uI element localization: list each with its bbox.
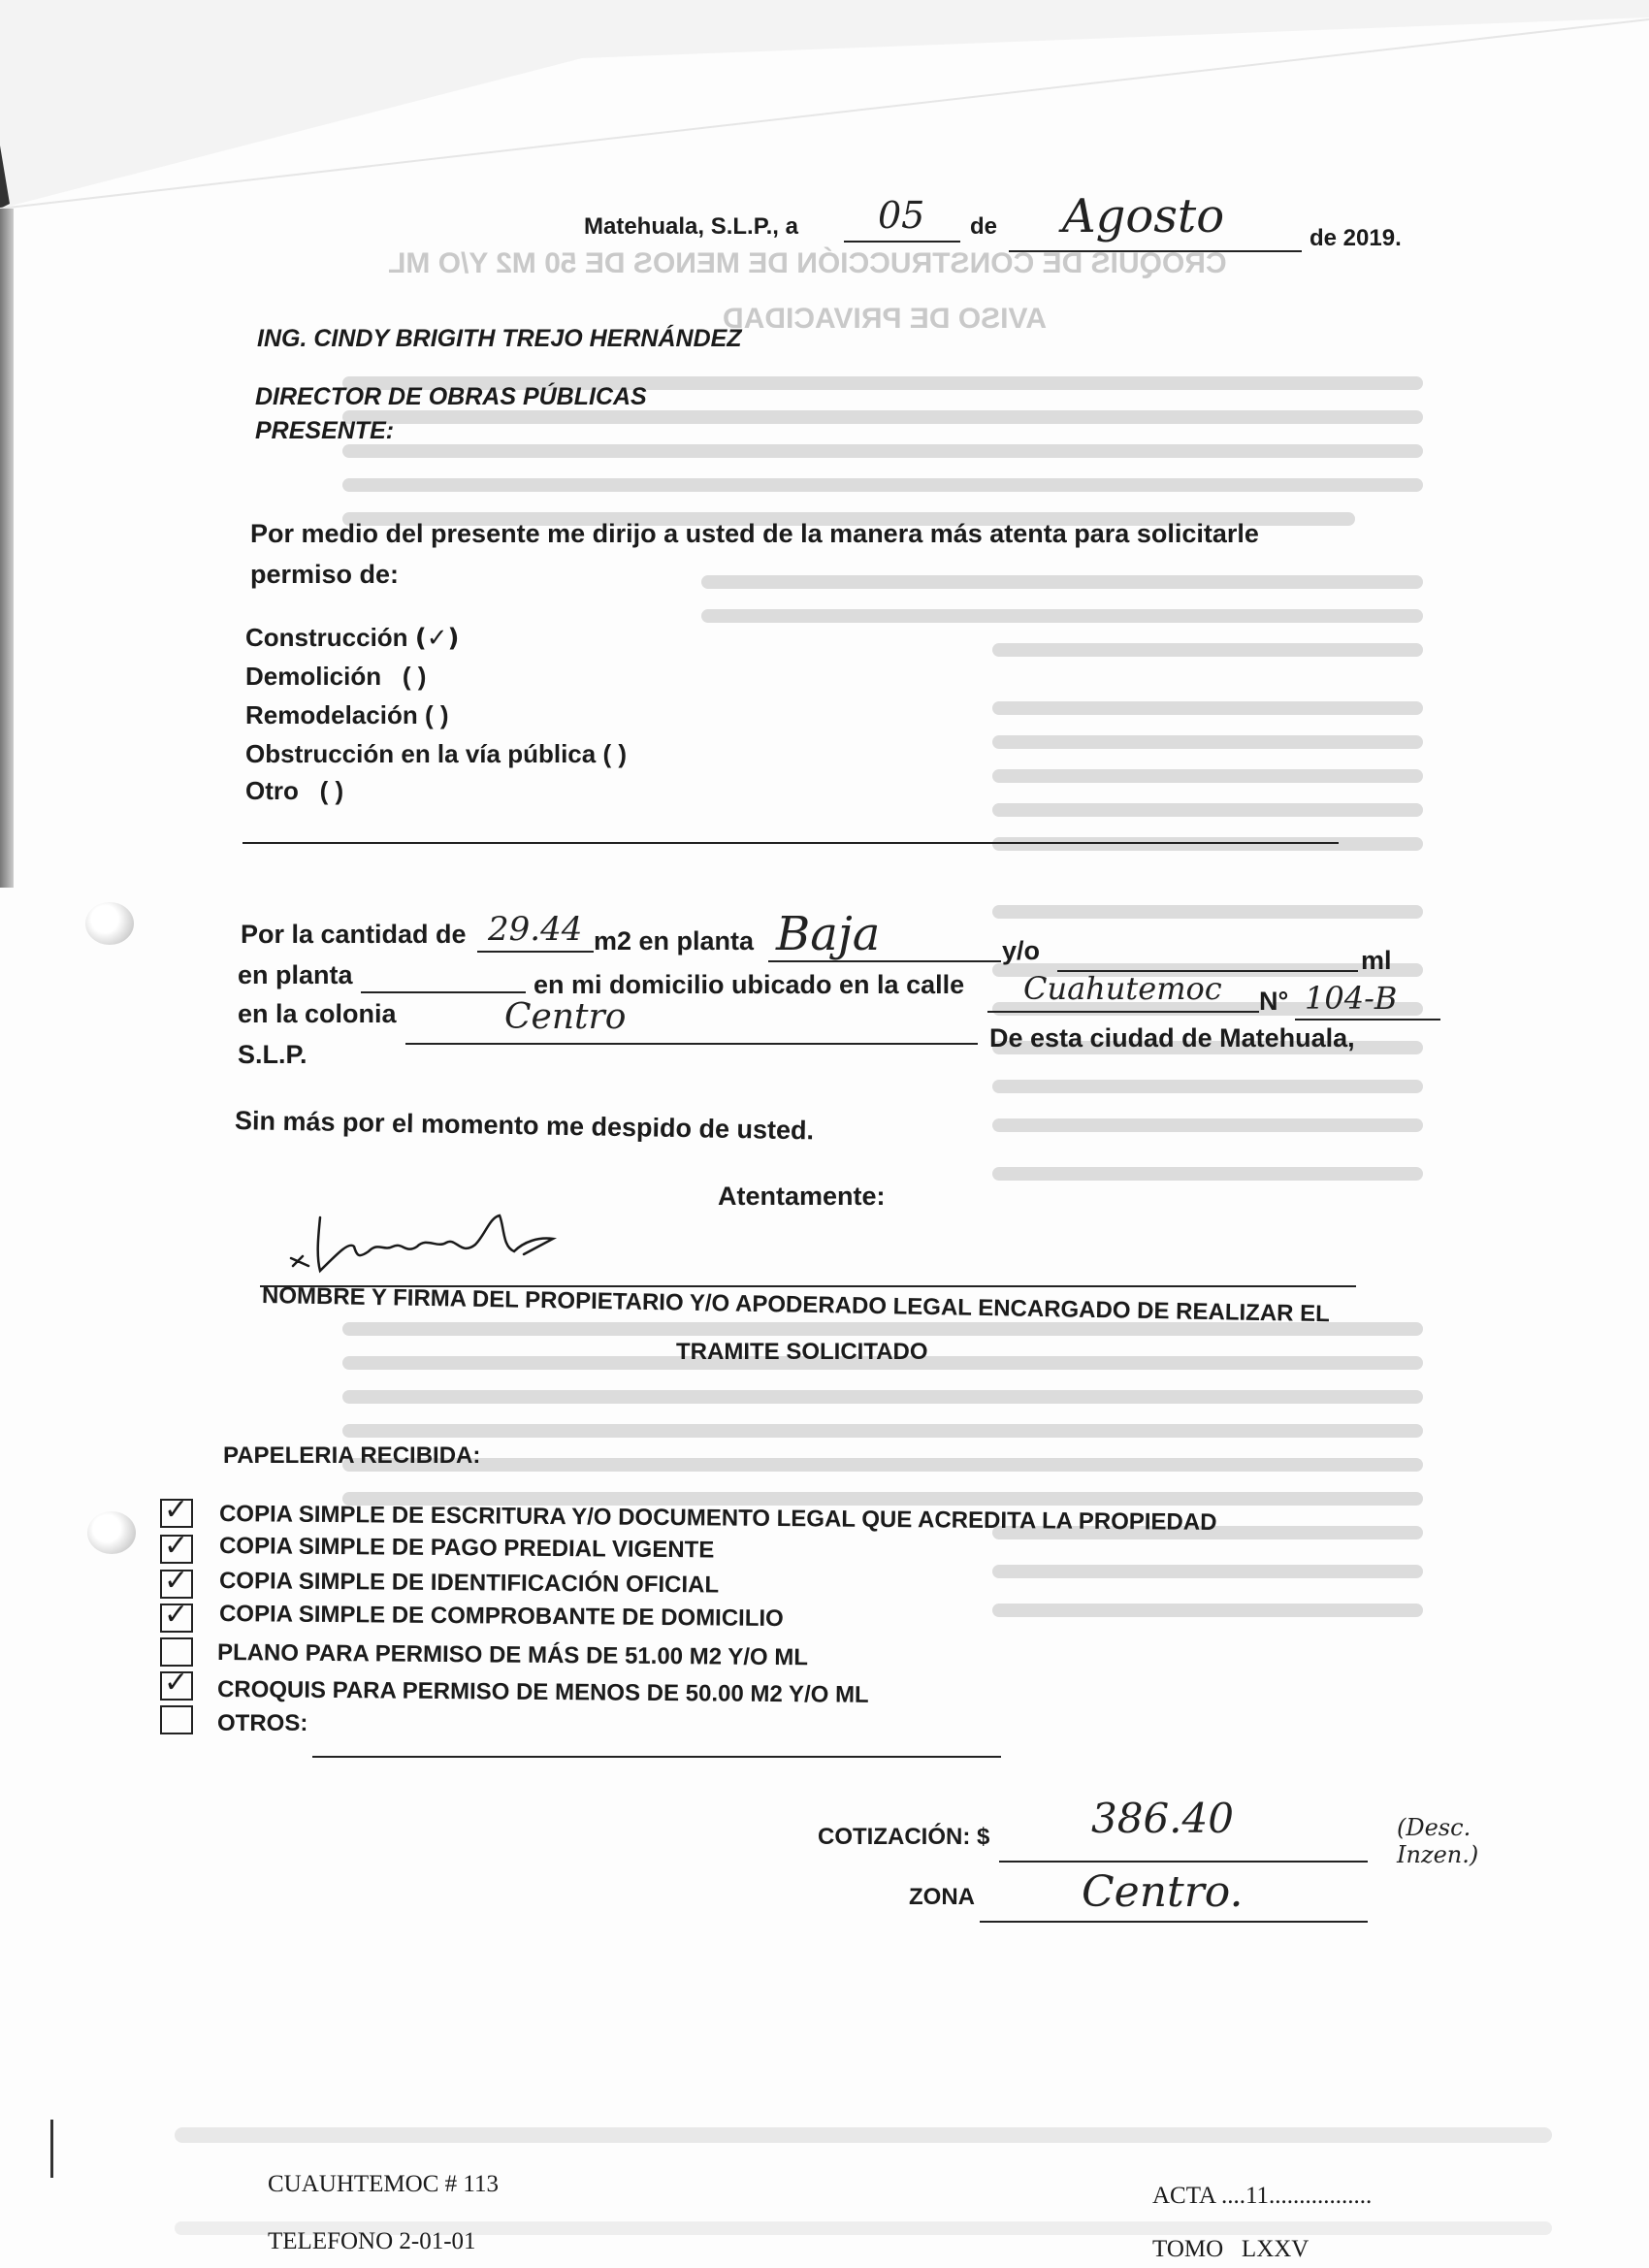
despedida-text: Sin más por el momento me despido de usted. [234,1106,815,1146]
numero-line [1295,1019,1440,1021]
header-place: Matehuala, S.L.P., a [584,213,798,240]
cantidad-value: 29.44 [488,910,583,949]
tomo-label: TOMO [1152,2236,1224,2262]
slp-text: S.L.P. [238,1040,307,1069]
papeleria-checkbox[interactable] [160,1705,193,1734]
permit-label: Remodelación [245,700,418,729]
papeleria-title: PAPELERIA RECIBIDA: [223,1442,481,1469]
intro-line-2: permiso de: [250,560,400,589]
month-value: Agosto [1062,189,1225,243]
atentamente-text: Atentamente: [718,1182,886,1211]
left-binding-strip [0,209,14,888]
calle-line [987,1011,1259,1013]
papeleria-item-label: CROQUIS PARA PERMISO DE MENOS DE 50.00 M2 Y/O ML [216,1676,869,1708]
punch-hole-bottom [87,1511,136,1554]
cotizacion-label: COTIZACIÓN: $ [818,1824,990,1850]
colonia-line [405,1043,978,1045]
permit-label: Demolición [245,662,382,691]
header-year: de 2019. [1310,225,1402,251]
colonia-label: en la colonia [238,999,397,1028]
acta-label: ACTA [1152,2183,1215,2209]
day-line [844,241,960,243]
addressee-name: ING. CINDY BRIGITH TREJO HERNÁNDEZ [257,325,742,352]
punch-hole-top [85,902,134,945]
acta-value: 11 [1245,2183,1270,2209]
signature [281,1198,572,1285]
day-value: 05 [878,194,925,237]
numero-label: N° [1259,987,1289,1016]
papeleria-checkbox[interactable] [160,1529,193,1564]
permit-label: Otro [245,776,299,805]
permit-option [245,662,426,692]
footer-telefono: TELEFONO 2-01-01 [268,2228,476,2254]
check-mark-icon: ✓ [164,1493,189,1527]
check-mark-icon: ✓ [164,1529,189,1563]
scan-edge-shadow [0,0,1649,252]
month-line [1009,250,1302,252]
m2-label: m2 en planta [594,926,755,956]
cotizacion-line [999,1861,1368,1863]
firma-caption-1: NOMBRE Y FIRMA DEL PROPIETARIO Y/O APODERADO LEGAL ENCARGADO DE REALIZAR EL [261,1282,1331,1328]
planta-value: Baja [776,907,881,961]
calle-value: Cuahutemoc [1023,970,1222,1007]
ml-label: ml [1361,946,1392,975]
otros-line [312,1756,1001,1758]
en-planta-line [361,991,526,993]
permit-mark: ( ) [424,700,449,729]
margin-mark [50,2120,53,2178]
permit-mark: ( ) [602,739,627,768]
zona-value: Centro. [1082,1867,1244,1917]
permit-label: Obstrucción en la vía pública [245,739,597,768]
header-de: de [970,213,998,240]
intro-line-1: Por medio del presente me dirijo a usted de la manera más atenta para solicitarle [250,519,1259,548]
bleed-through-title: AVISO DE PRIVACIDAD [723,303,1047,335]
papeleria-item-label: COPIA SIMPLE DE ESCRITURA Y/O DOCUMENTO LEGAL QUE ACREDITA LA PROPIEDAD [218,1501,1217,1536]
permit-option [245,623,459,653]
bleed-through-croquis: CROQUIS DE CONSTRUCCIÓN DE MENOS DE 50 M2 Y/O ML [388,247,1227,279]
permit-option [245,700,449,730]
papeleria-checkbox[interactable] [160,1564,193,1599]
check-mark-icon: ✓ [164,1598,189,1632]
papeleria-checkbox[interactable] [160,1637,193,1667]
addressee-title: DIRECTOR DE OBRAS PÚBLICAS [255,383,647,410]
permit-mark: ( ) [319,776,344,805]
papeleria-checkbox[interactable] [160,1666,193,1701]
permit-mark: ( ) [402,662,427,691]
papeleria-checkbox[interactable] [160,1598,193,1633]
papeleria-checkbox[interactable] [160,1493,193,1528]
check-mark-icon: ✓ [164,1666,189,1700]
en-planta-label: en planta [238,960,353,989]
papeleria-item-label: OTROS: [217,1710,308,1736]
cantidad-line [477,951,594,953]
colonia-value: Centro [504,997,627,1037]
cotizacion-value: 386.40 [1091,1795,1234,1842]
numero-value: 104-B [1305,980,1398,1017]
check-mark-icon: ✓ [164,1564,189,1598]
papeleria-item-label: COPIA SIMPLE DE COMPROBANTE DE DOMICILIO [218,1601,784,1633]
tomo-value: LXXV [1241,2236,1310,2262]
domicilio-label: en mi domicilio ubicado en la calle [534,970,965,999]
bleed-through-bottom [175,2127,1552,2143]
footer-tomo [1152,2236,1309,2263]
permit-label: Construcción [245,623,408,652]
papeleria-item-label: COPIA SIMPLE DE IDENTIFICACIÓN OFICIAL [218,1568,720,1599]
permit-mark: (✓) [414,624,460,653]
footer-address: CUAUHTEMOC # 113 [268,2171,499,2197]
yo-label: y/o [1002,936,1041,965]
otro-line [242,842,1339,844]
addressee-presente: PRESENTE: [255,417,395,444]
cotizacion-note: (Desc. Inzen.) [1397,1814,1479,1868]
permit-option [245,739,627,769]
footer-acta: ACTA ....11................. [1152,2183,1373,2209]
zona-line [980,1921,1368,1923]
firma-caption-2: TRAMITE SOLICITADO [676,1339,928,1365]
papeleria-item-label: COPIA SIMPLE DE PAGO PREDIAL VIGENTE [218,1533,715,1564]
papeleria-item-label: PLANO PARA PERMISO DE MÁS DE 51.00 M2 Y/O ML [216,1639,809,1671]
cantidad-label: Por la cantidad de [241,920,467,949]
permit-option [245,776,343,806]
zona-label: ZONA [909,1884,975,1910]
ciudad-text: De esta ciudad de Matehuala, [989,1023,1355,1053]
